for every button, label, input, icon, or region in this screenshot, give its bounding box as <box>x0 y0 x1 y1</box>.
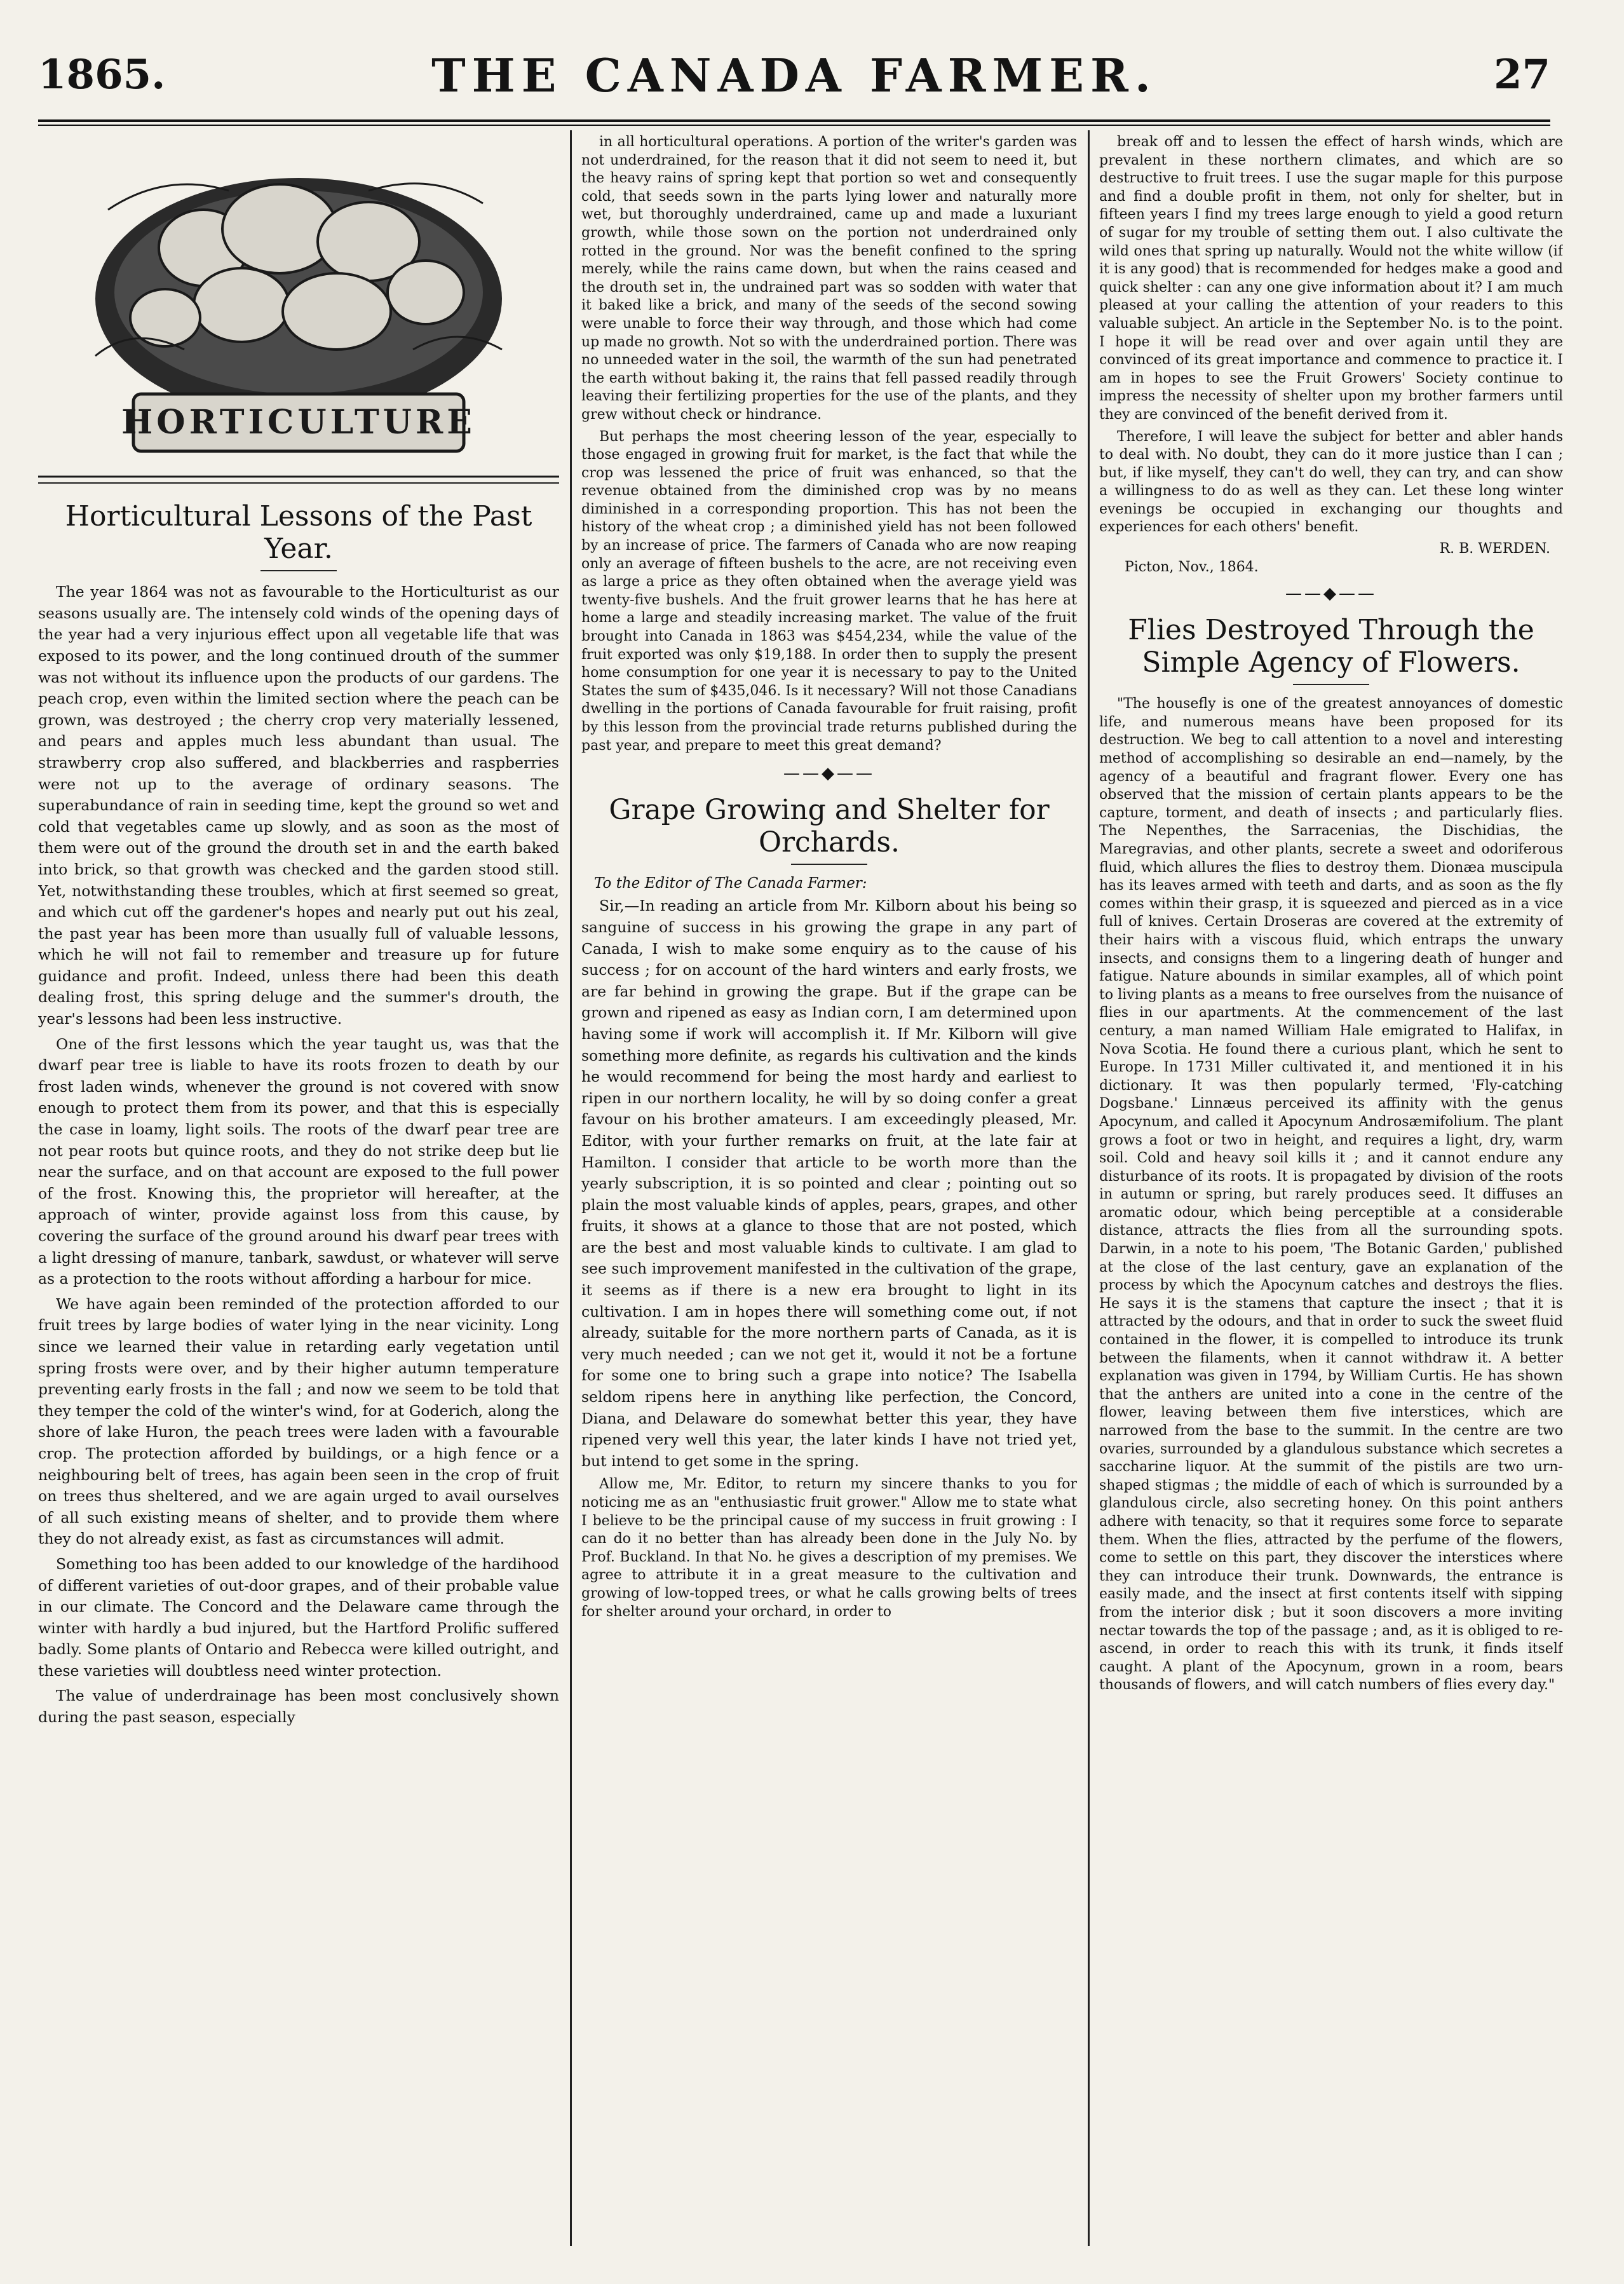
article-paragraph: One of the first lessons which the year taught us, was that the dwarf pear tree is liable to have its roots frozen to death by our frost laden winds, whenever the ground is not covered with snow enough to protect them from its power, and that this is especially the case in loamy, light soils. The roots of the dwarf pear tree are not pear roots but quince roots, and they do not strike deep but lie near the surface, and on that account are exposed to the full power of the frost. Knowing this, the proprietor will hereafter, at the approach of winter, provide against loss from this cause, by covering the surface of the ground around his dwarf pear trees with a light dressing of manure, tanbark, sawdust, or whatever will serve as a protection to the roots without affording a harbour for mice. <box>38 1035 559 1288</box>
masthead-rule <box>38 119 1550 122</box>
article-paragraph: The value of underdrainage has been most conclusively shown during the past season, especially <box>38 1687 559 1727</box>
article-paragraph: "The housefly is one of the greatest annoyances of domestic life, and numerous means have been proposed for its destruction. We beg to call attention to a novel and interesting method of accomplishing so desirable an end—namely, by the agency of a beautiful and fragrant flower. Every one has observed that the mission of certain plants appears to be the capture, torment, and death of insects ; and particularly flies. The Nepenthes, the Sarracenias, the Dischidias, the Maregravias, and other plants, secrete a sweet and odoriferous fluid, which allures the flies to destroy them. Dionæa muscipula has its leaves armed with teeth and darts, and as soon as the fly comes within their grasp, it is squeezed and pierced as in a vice full of knives. Certain Droseras are covered at the extremity of their hairs with a viscous fluid, which entraps the unwary insects, and consigns them to a lingering death of hunger and fatigue. Nature abounds in similar examples, all of which point to living plants as a means to free ourselves from the nuisance of flies in our apartments. At the commencement of the last century, a man named William Hale emigrated to Halifax, in Nova Scotia. He found there a curious plant, which he sent to Europe. In 1731 Miller cultivated it, and mentioned it in his dictionary. It was then popularly termed, 'Fly-catching Dogsbane.' Linnæus perceived its affinity with the genus Apocynum, and called it Apocynum Androsæmifolium. The plant grows a foot or two in height, and requires a light, dry, warm soil. Cold and heavy soil kills it ; and it cannot endure any disturbance of its roots. It is propagated by division of the roots in autumn or spring, but rarely produces seed. It diffuses an aromatic odour, which being perceptible at a considerable distance, attracts the flies from all the surrounding spots. Darwin, in a note to his poem, 'The Botanic Garden,' published at the close of the last century, gave an explanation of the process by which the Apocynum catches and destroys the flies. He says it is the stamens that capture the insect ; that it is attracted by the odours, and that in order to suck the sweet fluid contained in the flower, it is compelled to introduce its trunk between the filaments, when it cannot withdraw it. A better explanation was given in 1794, by William Curtis. He has shown that the anthers are united into a cone in the centre of the flower, leaving between them five interstices, which are narrowed from the base to the summit. In the centre are two ovaries, surrounded by a glandulous substance which secretes a saccharine liquor. At the summit of the pistils are two urn-shaped stigmas ; the middle of each of which is surrounded by a glandulous circle, also secreting honey. On this point anthers adhere with tenacity, so that it requires some force to separate them. When the flies, attracted by the perfume of the flowers, come to settle on this part, they discover the interstices where they can introduce their trunk. Downwards, the entrance is easily made, and the insect at first contents itself with sipping from the interior disk ; but it soon discovers a more inviting nectar towards the top of the passage ; and, as it is obliged to re-ascend, in order to reach this with its trunk, it finds itself caught. A plant of the Apocynum, grown in a room, bears thousands of flowers, and will catch numbers of flies every day." <box>1099 696 1563 1694</box>
section-ornament: ——◆—— <box>1285 584 1377 604</box>
article-paragraph: The year 1864 was not as favourable to the Horticulturist as our seasons usually are. The intensely cold winds of the opening days of the year had a very injurious effect upon all vegetable life that was exposed to its power, and the long continued drouth of the summer was not without its influence upon the products of our gardens. The peach crop, even within the limited section where the peach can be grown, was destroyed ; the cherry crop very materially lessened, and pears and apples much less abundant than usual. The strawberry crop also suffered, and blackberries and raspberries were not up to the average of ordinary seasons. The superabundance of rain in seeding time, kept the ground so wet and cold that vegetables came up slowly, and as soon as the most of them were out of the ground the drouth set in and the earth baked into brick, so that growth was checked and the garden stood still. Yet, notwithstanding these troubles, which at first seemed so great, and which cut off the gardener's hopes and nearly put out his zeal, the past year has been more than usually full of valuable lessons, which he will not fail to remember and treasure up for future guidance and profit. Indeed, unless there had been this death dealing frost, this spring deluge and the summer's drouth, the year's lessons had been less instructive. <box>38 583 559 1028</box>
heading-rule <box>1293 684 1369 685</box>
column-divider <box>1088 130 1090 2246</box>
article-paragraph: in all horticultural operations. A portion of the writer's garden was not underdrained, for the reason that it did not seem to need it, but the heavy rains of spring kept that portion so wet and consequently cold, that seeds sown in the parts lying lower and naturally more wet, but thoroughly underdrained, came up and made a luxuriant growth, while those sown on the portion not underdrained only rotted in the ground. Nor was the benefit confined to the spring merely, while the rains came down, but when the rains ceased and the drouth set in, the undrained part was so sodden with water that it baked like a brick, and many of the seeds of the second sowing were unable to force their way through, and those which had come up made no growth. Not so with the underdrained portion. There was no unneeded water in the soil, the warmth of the sun had penetrated the earth without baking it, the rains that fell passed readily through leaving their fertilizing properties for the use of the plants, and they grew without check or hindrance. <box>581 134 1077 423</box>
article-paragraph: Therefore, I will leave the subject for better and abler hands to deal with. No doubt, they can do it more justice than I can ; but, if like myself, they can't do well, they can try, and can show a willingness to do as well as they can. Let these long winter evenings be occupied in exchanging our thoughts and experiences for each others' benefit. <box>1099 428 1563 536</box>
article-paragraph: break off and to lessen the effect of harsh winds, which are prevalent in these northern climates, and which are so destructive to fruit trees. I use the sugar maple for this purpose and find a double profit in them, not only for shelter, but in fifteen years I find my trees large enough to yield a good return of sugar for my trouble of setting them out. I also cultivate the wild ones that spring up naturally. Would not the white willow (if it is any good) that is recommended for hedges make a good and quick shelter : can any one give information about it? I am much pleased at your calling the attention of your readers to this valuable subject. An article in the September No. is to the point. I hope it will be read over and over again until they are convinced of its great importance and commence to practice it. I am in hopes to see the Fruit Growers' Society continue to impress the necessity of shelter upon my brother farmers until they are convinced of the benefit derived from it. <box>1099 134 1563 423</box>
horticulture-banner <box>38 133 559 489</box>
article-heading-grape-growing: Grape Growing and Shelter for Orchards. <box>609 794 1050 859</box>
letter-signature: R. B. WERDEN. <box>1439 541 1550 557</box>
column-3 <box>1099 133 1563 2246</box>
fruit-basket-illustration <box>38 133 559 489</box>
letter-dateline: Picton, Nov., 1864. <box>1125 559 1259 576</box>
article-heading-flies: Flies Destroyed Through the Simple Agency of Flowers. <box>1128 614 1534 679</box>
letter-salutation: To the Editor of The Canada Farmer: <box>594 875 867 892</box>
column-divider <box>570 130 572 2246</box>
section-ornament: ——◆—— <box>783 764 875 784</box>
heading-rule <box>261 570 337 571</box>
column-2 <box>581 133 1077 2246</box>
article-heading-horticultural: Horticultural Lessons of the Past Year. <box>65 500 532 565</box>
page-number: 27 <box>1493 51 1550 99</box>
banner-label: HORTICULTURE <box>121 403 476 442</box>
masthead-year: 1865. <box>38 51 166 99</box>
article-paragraph: Something too has been added to our knowledge of the hardihood of different varieties of out-door grapes, and of their probable value in our climate. The Concord and the Delaware came through the winter with hardly a bud injured, but the Hartford Prolific suffered badly. Some plants of Ontario and Rebecca were killed outright, and these varieties will doubtless need winter protection. <box>38 1554 559 1680</box>
masthead-rule-thin <box>38 125 1550 126</box>
article-paragraph: Sir,—In reading an article from Mr. Kilborn about his being so sanguine of success in his growing the grape in any part of Canada, I wish to make some enquiry as to the cause of his success ; for on account of the hard winters and early frosts, we are far behind in growing the grape. But if the grape can be grown and ripened as easy as Indian corn, I am determined upon having some if work will accomplish it. If Mr. Kilborn will give something more definite, as regards his cultivation and the kinds he would recommend for being the most hardy and earliest to ripen in our northern locality, he will by so doing confer a great favour on his brother amateurs. I am exceedingly pleased, Mr. Editor, with your further remarks on fruit, at the late fair at Hamilton. I consider that article to be worth more than the yearly subscription, it is so pointed and clear ; pointing out so plain the most valuable kinds of apples, pears, grapes, and other fruits, it shows at a glance to those that are not posted, which are the best and most valuable kinds to cultivate. I am glad to see such improvement manifested in the cultivation of the grape, it seems as if there is a new era brought to light in its cultivation. I am in hopes there will something come out, if not already, suitable for the more northern parts of Canada, as it is very much needed ; can we not get it, would it not be a fortune for some one to bring such a grape into notice? The Isabella seldom ripens here in anything like perfection, the Concord, Diana, and Delaware do somewhat better this year, they have ripened very well this year, the later kinds I have not tried yet, but intend to get some in the spring. <box>581 897 1077 1470</box>
article-paragraph: We have again been reminded of the protection afforded to our fruit trees by large bodies of water lying in the near vicinity. Long since we learned their value in retarding early vegetation until spring frosts were over, and by their higher autumn temperature preventing early frosts in the fall ; and now we seem to be told that they temper the cold of the winter's wind, for at Goderich, along the shore of lake Huron, the peach trees were laden with a favourable crop. The protection afforded by buildings, or a high fence or a neighbouring belt of trees, has again been seen in the crop of fruit on trees thus sheltered, and we are again urged to avail ourselves of all such existing means of shelter, and to provide them where they do not already exist, as fast as circumstances will admit. <box>38 1295 559 1548</box>
column-1 <box>38 133 559 2246</box>
article-paragraph: But perhaps the most cheering lesson of the year, especially to those engaged in growing fruit for market, is the fact that while the crop was lessened the price of fruit was enhanced, so that the revenue obtained from the diminished crop was by no means diminished in a corresponding proportion. This has not been the history of the wheat crop ; a diminished yield has not been followed by an increase of price. The farmers of Canada who are now reaping only an average of fifteen bushels to the acre, are not receiving even as large a price as they often obtained when the average yield was twenty-five bushels. And the fruit grower learns that he has here at home a large and steadily increasing market. The value of the fruit brought into Canada in 1863 was $454,234, while the value of the fruit exported was only $19,188. In order then to supply the present home consumption for one year it is necessary to pay to the United States the sum of $435,046. Is it necessary? Will not those Canadians dwelling in the portions of Canada favourable for fruit raising, profit by this lesson from the provincial trade returns published during the past year, and prepare to meet this great demand? <box>581 428 1077 754</box>
masthead <box>38 44 1550 114</box>
article-paragraph: Allow me, Mr. Editor, to return my sincere thanks to you for noticing me as an "enthusiastic fruit grower." Allow me to state what I believe to be the principal cause of my success in fruit growing : I can do it no better than has already been done in the July No. by Prof. Buckland. In that No. he gives a description of my premises. We agree to attribute it in a great measure to the cultivation and growing of low-topped trees, or what he calls growing belts of trees for shelter around your orchard, in order to <box>581 1476 1077 1620</box>
heading-rule <box>791 864 867 865</box>
masthead-title: THE CANADA FARMER. <box>431 48 1157 102</box>
